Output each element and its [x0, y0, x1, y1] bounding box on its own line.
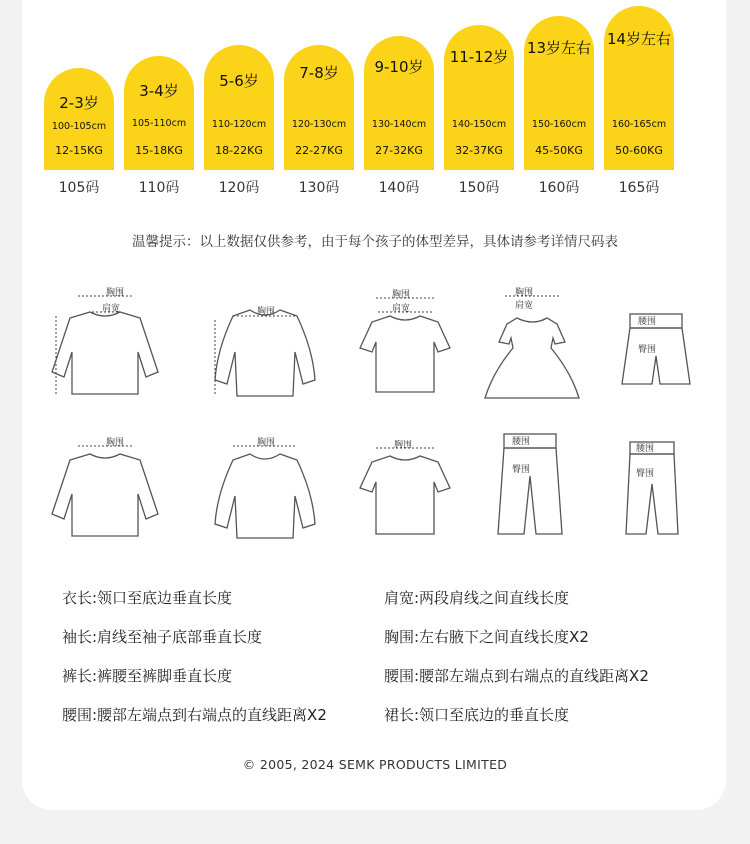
height-label: 110-120cm: [211, 119, 267, 130]
definition-item: 腰围:腰部左端点到右端点的直线距离X2: [384, 667, 649, 685]
size-code: 130码: [298, 180, 340, 196]
weight-label: 32-37KG: [455, 144, 503, 157]
size-column: [284, 0, 354, 200]
definition-item: 肩宽:两段肩线之间直线长度: [384, 589, 570, 607]
crewneck-diagram: [205, 290, 335, 405]
size-column: [524, 0, 594, 200]
chest-label: 胸围: [392, 290, 411, 300]
size-column: [364, 0, 434, 200]
size-column: [444, 0, 514, 200]
chest-label: 胸围: [257, 307, 276, 317]
copyright-text: © 2005, 2024 SEMK PRODUCTS LIMITED: [242, 757, 508, 772]
weight-label: 27-32KG: [375, 144, 423, 157]
size-columns: [40, 0, 720, 200]
waist-label: 腰围: [636, 444, 655, 454]
chest-label: 胸围: [257, 438, 276, 448]
tshirt-diagram: [350, 282, 460, 402]
waist-label: 腰围: [638, 317, 657, 327]
age-label: 14岁左右: [606, 30, 672, 48]
weight-label: 15-18KG: [135, 144, 183, 157]
weight-label: 22-27KG: [295, 144, 343, 157]
chest-label: 胸围: [394, 440, 413, 450]
size-column: [124, 0, 194, 200]
weight-label: 18-22KG: [215, 144, 263, 157]
pants-diagram: [490, 426, 570, 541]
leggings-diagram: [612, 436, 692, 541]
definition-item: 裙长:领口至底边的垂直长度: [384, 706, 570, 724]
hip-label: 臀围: [638, 345, 657, 355]
weight-label: 45-50KG: [535, 144, 583, 157]
size-code: 150码: [458, 180, 500, 196]
definition-item: 腰围:腰部左端点到右端点的直线距离X2: [62, 706, 327, 724]
height-label: 150-160cm: [531, 119, 587, 130]
size-code: 105码: [58, 180, 100, 196]
shoulder-label: 肩宽: [102, 304, 121, 314]
height-label: 140-150cm: [451, 119, 507, 130]
dress-diagram: [475, 282, 590, 407]
definition-item: 裤长:裤腰至裤脚垂直长度: [62, 667, 233, 685]
age-label: 13岁左右: [526, 39, 592, 57]
size-code: 120码: [218, 180, 260, 196]
shorts-diagram: [610, 306, 700, 396]
size-code: 140码: [378, 180, 420, 196]
size-code: 165码: [618, 180, 660, 196]
definition-item: 胸围:左右腋下之间直线长度X2: [384, 628, 589, 646]
hip-label: 臀围: [636, 469, 655, 479]
chest-label: 胸围: [106, 288, 125, 298]
chest-label: 胸围: [515, 288, 534, 298]
crewneck-diagram-2: [205, 436, 335, 546]
sweatshirt-diagram: [50, 282, 180, 407]
size-column: [204, 0, 274, 200]
weight-label: 12-15KG: [55, 144, 103, 157]
height-label: 120-130cm: [291, 119, 347, 130]
height-label: 160-165cm: [611, 119, 667, 130]
weight-label: 50-60KG: [615, 144, 663, 157]
tshirt-diagram-2: [350, 440, 460, 540]
definition-item: 衣长:领口至底边垂直长度: [62, 589, 233, 607]
hip-label: 臀围: [512, 465, 531, 475]
height-label: 130-140cm: [371, 119, 427, 130]
size-column: [44, 0, 114, 200]
shoulder-label: 肩宽: [515, 301, 534, 311]
shoulder-label: 肩宽: [392, 304, 411, 314]
age-label: 3-4岁: [139, 82, 179, 100]
sweatshirt-diagram-2: [50, 436, 180, 546]
age-label: 5-6岁: [219, 72, 259, 90]
height-label: 100-105cm: [51, 121, 107, 132]
size-code: 160码: [538, 180, 580, 196]
age-label: 11-12岁: [449, 48, 509, 66]
size-column: [604, 0, 674, 200]
size-tip: 温馨提示：以上数据仅供参考，由于每个孩子的体型差异，具体请参考详情尺码表: [132, 234, 618, 250]
waist-label: 腰围: [512, 437, 531, 447]
chest-label: 胸围: [106, 438, 125, 448]
age-label: 2-3岁: [59, 94, 99, 112]
age-label: 9-10岁: [374, 58, 424, 76]
height-label: 105-110cm: [131, 118, 187, 129]
size-code: 110码: [138, 180, 180, 196]
age-label: 7-8岁: [299, 64, 339, 82]
definition-item: 袖长:肩线至袖子底部垂直长度: [62, 628, 263, 646]
